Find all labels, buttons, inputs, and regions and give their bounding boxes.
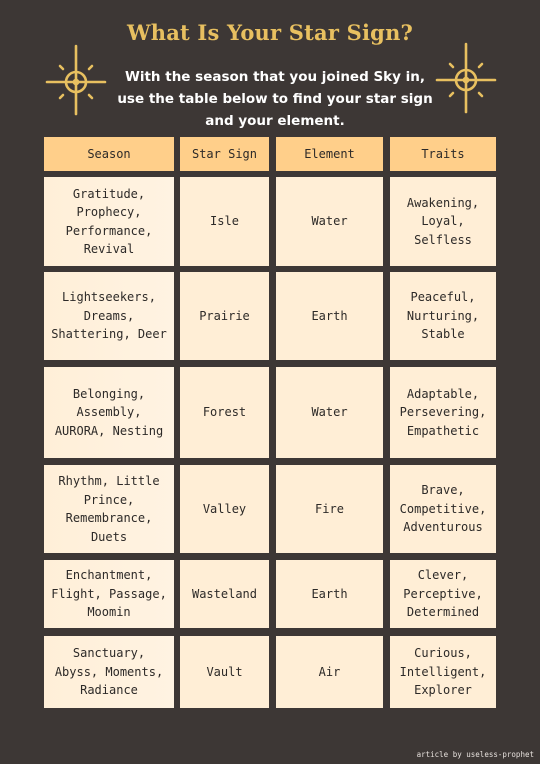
credit-text: article by useless-prophet — [416, 750, 534, 759]
cell-element: Water — [276, 177, 383, 266]
header-traits: Traits — [390, 137, 496, 171]
cell-element: Fire — [276, 465, 383, 553]
cell-season: Gratitude, Prophecy, Performance, Revival — [44, 177, 174, 266]
cell-element: Air — [276, 636, 383, 708]
cell-traits: Brave, Competitive, Adventurous — [390, 465, 496, 553]
cell-star-sign: Vault — [180, 636, 269, 708]
star-sigil-icon — [435, 42, 497, 114]
cell-traits: Clever, Perceptive, Determined — [390, 560, 496, 628]
cell-traits: Adaptable, Persevering, Empathetic — [390, 367, 496, 458]
cell-season: Enchantment, Flight, Passage, Moomin — [44, 560, 174, 628]
cell-star-sign: Valley — [180, 465, 269, 553]
cell-season: Sanctuary, Abyss, Moments, Radiance — [44, 636, 174, 708]
star-sigil-icon — [45, 44, 107, 116]
cell-star-sign: Isle — [180, 177, 269, 266]
cell-element: Water — [276, 367, 383, 458]
page-title: What Is Your Star Sign? — [126, 20, 414, 45]
cell-element: Earth — [276, 272, 383, 360]
cell-traits: Curious, Intelligent, Explorer — [390, 636, 496, 708]
cell-season: Rhythm, Little Prince, Remembrance, Duets — [44, 465, 174, 553]
cell-traits: Awakening, Loyal, Selfless — [390, 177, 496, 266]
header-star-sign: Star Sign — [180, 137, 269, 171]
cell-star-sign: Prairie — [180, 272, 269, 360]
header-element: Element — [276, 137, 383, 171]
header-season: Season — [44, 137, 174, 171]
cell-star-sign: Wasteland — [180, 560, 269, 628]
cell-traits: Peaceful, Nurturing, Stable — [390, 272, 496, 360]
cell-element: Earth — [276, 560, 383, 628]
cell-star-sign: Forest — [180, 367, 269, 458]
cell-season: Belonging, Assembly, AURORA, Nesting — [44, 367, 174, 458]
cell-season: Lightseekers, Dreams, Shattering, Deer — [44, 272, 174, 360]
intro-text: With the season that you joined Sky in, use the table below to find your star sign and your element. — [117, 69, 433, 129]
